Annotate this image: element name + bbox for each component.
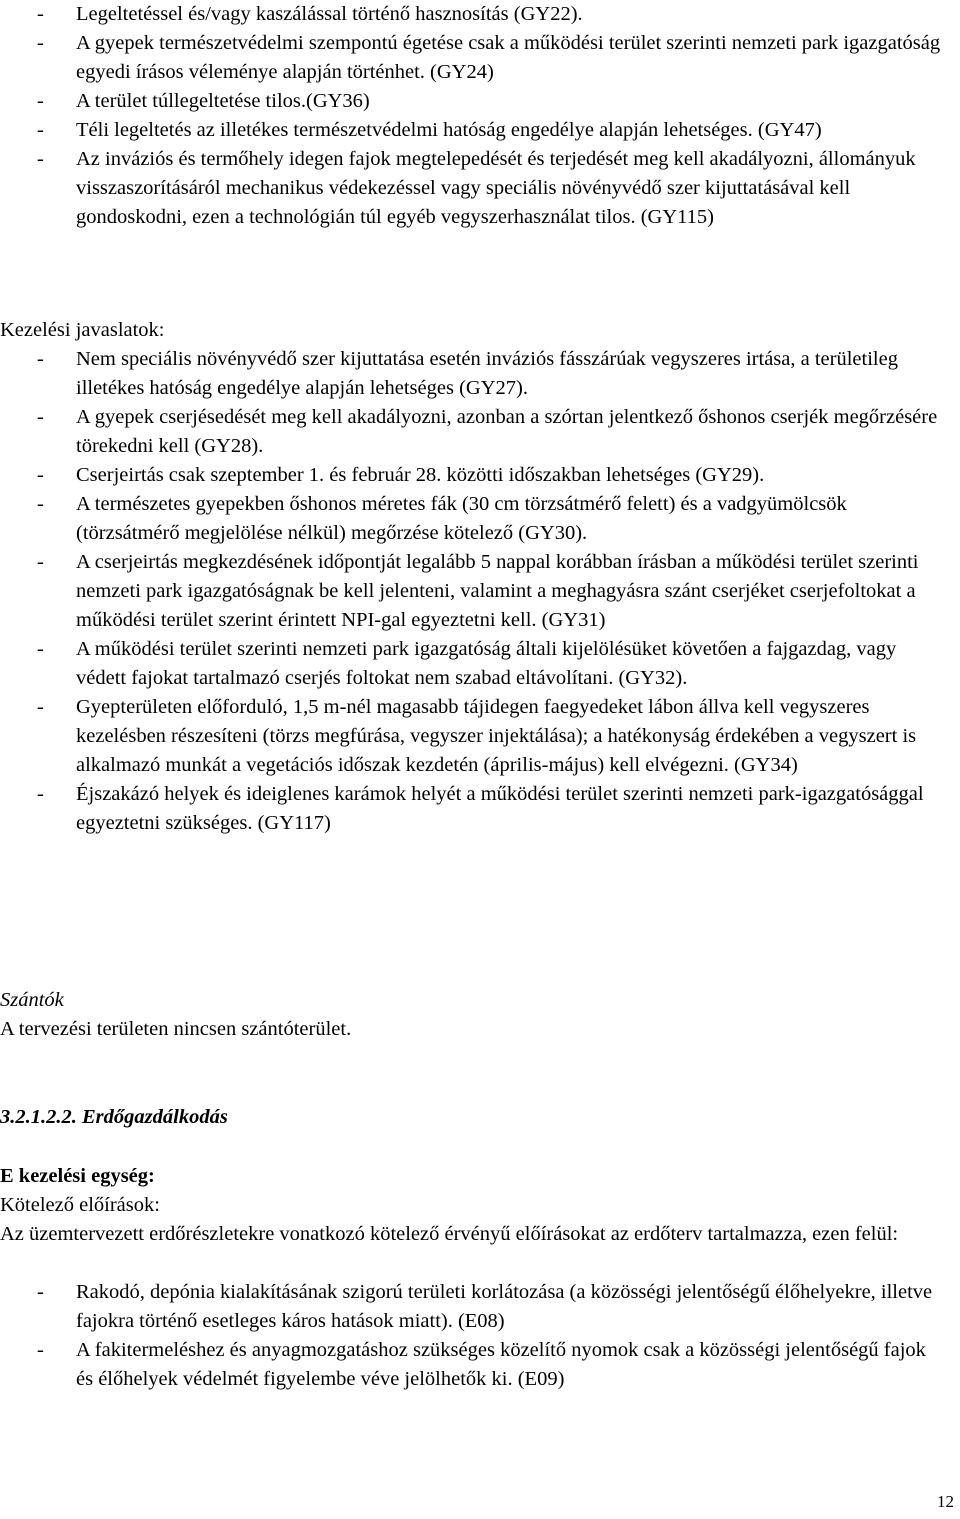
bullet-dash: -: [37, 638, 44, 660]
list-item: - Éjszakázó helyek és ideiglenes karámok helyét a működési terület szerinti nemzeti park-igazgatósággal egyeztetni szükséges. (GY117): [0, 780, 946, 838]
szantok-paragraph: A tervezési területen nincsen szántóterület.: [0, 1018, 352, 1040]
list-item: - Gyepterületen előforduló, 1,5 m-nél magasabb tájidegen faegyedeket lábon állva kell vegyszeres kezelésben részesíteni (törzs megfúrása, vegyszer injektálása); a hatékonyság érdekében a vegyszert is alkalmazó munkát a vegetációs időszak kezdetén (április-május) kell elvégezni. (GY34): [0, 693, 946, 780]
bullet-dash: -: [37, 119, 44, 141]
list-item: - A fakitermeléshez és anyagmozgatáshoz szükséges közelítő nyomok csak a közösségi jelentőségű fajok és élőhelyek védelmét figyelembe véve jelölhetők ki. (E09): [0, 1336, 946, 1394]
mandatory-rules-label: Kötelező előírások:: [0, 1194, 160, 1216]
intro-paragraph: Az üzemtervezett erdőrészletekre vonatkozó kötelező érvényű előírásokat az erdőterv tartalmazza, ezen felül:: [0, 1223, 899, 1245]
bullet-dash: -: [37, 1281, 44, 1303]
kezelesi-bullet-list: [0, 345, 946, 838]
list-item: - Téli legeltetés az illetékes természetvédelmi hatóság engedélye alapján lehetséges. (GY47): [0, 116, 946, 145]
bullet-dash: -: [37, 148, 44, 170]
e-bullet-list: [0, 1278, 946, 1394]
list-item: - A természetes gyepekben őshonos méretes fák (30 cm törzsátmérő felett) és a vadgyümölcsök (törzsátmérő megjelölése nélkül) megőrzése kötelező (GY30).: [0, 490, 946, 548]
list-item: - Rakodó, depónia kialakításának szigorú területi korlátozása (a közösségi jelentőségű élőhelyekre, illetve fajokra történő esetleges káros hatások miatt). (E08): [0, 1278, 946, 1336]
list-item: - A gyepek cserjésedését meg kell akadályozni, azonban a szórtan jelentkező őshonos cserjék megőrzésére törekedni kell (GY28).: [0, 403, 946, 461]
list-item: - A gyepek természetvédelmi szempontú égetése csak a működési terület szerinti nemzeti park igazgatóság egyedi írásos véleménye alapján történhet. (GY24): [0, 29, 946, 87]
list-item: - Legeltetéssel és/vagy kaszálással történő hasznosítás (GY22).: [0, 0, 946, 29]
list-item: - A cserjeirtás megkezdésének időpontját legalább 5 nappal korábban írásban a működési terület szerinti nemzeti park igazgatóságnak be kell jelenteni, valamint a meghagyásra szánt cserjéket cserjefoltokat a működési terület szerint érintett NPI-gal egyeztetni kell. (GY31): [0, 548, 946, 635]
section-heading: 3.2.1.2.2. Erdőgazdálkodás: [0, 1106, 228, 1128]
bullet-dash: -: [37, 696, 44, 718]
list-item: - Cserjeirtás csak szeptember 1. és február 28. közötti időszakban lehetséges (GY29).: [0, 461, 946, 490]
list-item: - A működési terület szerinti nemzeti park igazgatóság általi kijelölésüket követően a fajgazdag, vagy védett fajokat tartalmazó cserjés foltokat nem szabad eltávolítani. (GY32).: [0, 635, 946, 693]
bullet-dash: -: [37, 3, 44, 25]
bullet-dash: -: [37, 551, 44, 573]
bullet-dash: -: [37, 783, 44, 805]
bullet-dash: -: [37, 348, 44, 370]
list-item: - Nem speciális növényvédő szer kijuttatása esetén inváziós fásszárúak vegyszeres irtása, a területileg illetékes hatóság engedélye alapján lehetséges (GY27).: [0, 345, 946, 403]
section-label-kezelesi: Kezelési javaslatok:: [0, 319, 165, 341]
bullet-dash: -: [37, 406, 44, 428]
management-unit-title: E kezelési egység:: [0, 1165, 155, 1187]
bullet-dash: -: [37, 464, 44, 486]
bullet-dash: -: [37, 90, 44, 112]
top-bullet-list: [0, 0, 946, 232]
list-item: - A terület túllegeltetése tilos.(GY36): [0, 87, 946, 116]
bullet-dash: -: [37, 32, 44, 54]
list-item: - Az inváziós és termőhely idegen fajok megtelepedését és terjedését meg kell akadályozni, állományuk visszaszorításáról mechanikus védekezéssel vagy speciális növényvédő szer kijuttatásával kell gondoskodni, ezen a technológián túl egyéb vegyszerhasználat tilos. (GY115): [0, 145, 946, 232]
bullet-dash: -: [37, 1339, 44, 1361]
subsection-title-szantok: Szántók: [0, 989, 64, 1011]
bullet-dash: -: [37, 493, 44, 515]
page-number: 12: [937, 1492, 954, 1511]
